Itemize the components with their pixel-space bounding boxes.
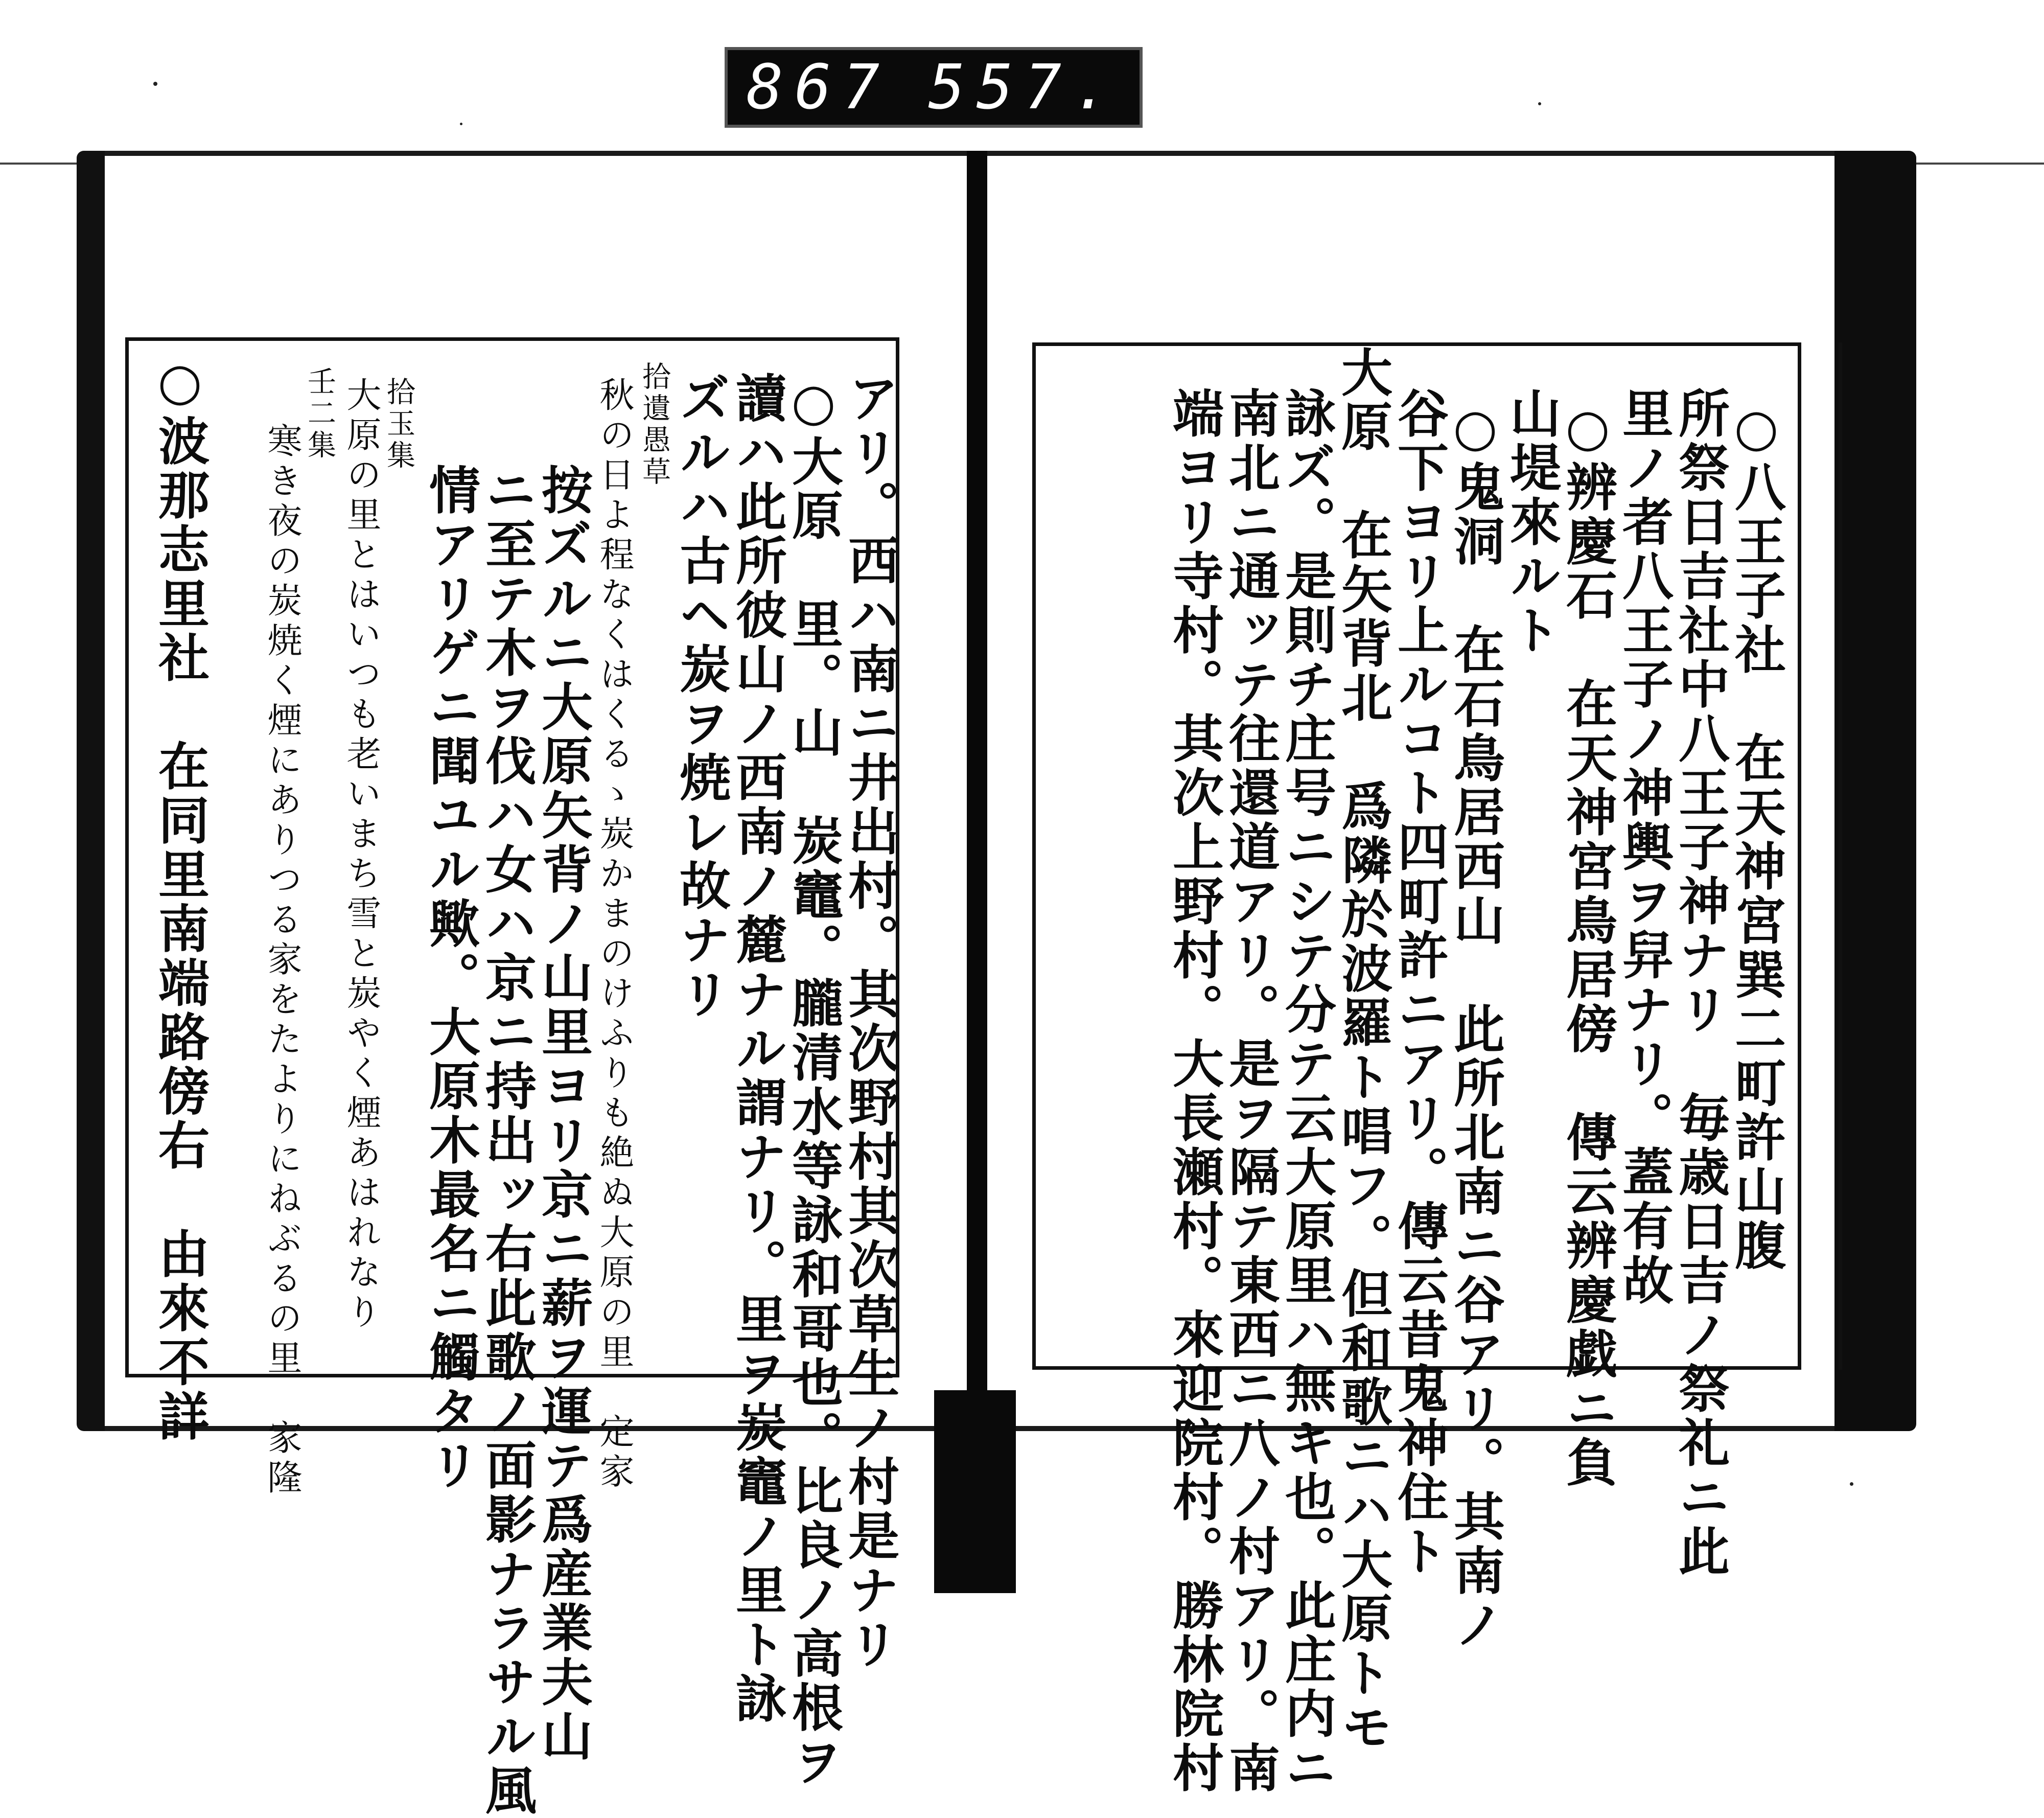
call-number-left: 867 [746, 52, 891, 123]
book-edge-left [77, 151, 105, 1431]
left-col-4: ズルハ古ヘ炭ヲ焼レ故ナリ [671, 372, 731, 1022]
scan-speck [1538, 102, 1541, 105]
book-edge-right [1834, 151, 1916, 1431]
left-col-14: ○波那志里社 在同里南端路傍右 由來不詳 [150, 351, 210, 1444]
left-col-3: 讀ハ此所彼山ノ西南ノ麓ナル謂ナリ。里ヲ炭竈ノ里ト詠 [727, 372, 787, 1726]
left-col-10: 拾玉集 [382, 377, 415, 472]
right-col-4: ○辨慶石 在天神宮鳥居傍 傳云辨慶戯ニ負 [1558, 397, 1618, 1490]
book-gutter [967, 151, 987, 1593]
left-col-9: 情アリゲニ聞ユル歟。大原木最名ニ觸タリ [421, 464, 481, 1493]
right-col-10: 南北ニ通ッテ往還道アリ。是ヲ隔テ東西ニ八ノ村アリ。南 [1220, 387, 1281, 1796]
right-page-margin [1801, 342, 1842, 1370]
right-page [1032, 342, 1801, 1796]
left-col-2: ○大原 里。山 炭竈。朧清水等詠和哥也。比良ノ高根ヲ [783, 372, 844, 1789]
left-col-11: 大原の里とはいつも老いまち雪と炭やく煙あはれなり [341, 377, 381, 1333]
left-col-6: 秋の日よ程なくはくるゝ炭かまのけふりも絶ぬ大原の里 定家 [594, 377, 634, 1493]
right-col-9: 詠ズ。是則チ庄号ニシテ分テ云大原里ハ無キ也。此庄内ニ [1276, 387, 1337, 1796]
book-gutter-band [934, 1390, 1016, 1593]
scan-speck [153, 82, 157, 86]
right-col-1: ○八王子社 在天神宮巽二町許山腹 [1726, 397, 1786, 1273]
left-col-7: 按ズルニ大原矢背ノ山里ヨリ京ニ薪ヲ運テ爲産業夫山 [533, 464, 593, 1764]
scan-speck [460, 123, 462, 125]
left-col-8: ニ至テ木ヲ伐ハ女ハ京ニ持出ッ右此歌ノ面影ナラサル風 [477, 464, 537, 1818]
left-col-13: 寒き夜の炭焼く煙にありつる家をたよりにねぶるの里 家隆 [262, 423, 302, 1499]
right-col-8: 大原 在矢背北 爲隣於波羅ト唱フ。但和歌ニハ大原トモ [1333, 346, 1393, 1755]
call-number-label [725, 47, 1143, 128]
left-col-12: 壬二集 [303, 366, 336, 462]
right-col-5: 山堤來ルト [1501, 387, 1562, 658]
right-col-6: ○鬼洞 在石鳥居西山 此所北南ニ谷アリ。其南ノ [1445, 397, 1505, 1652]
scan-speck [1850, 1482, 1853, 1486]
right-col-3: 里ノ者八王子ノ神輿ヲ舁ナリ。蓋有故 [1614, 387, 1674, 1308]
right-col-11: 端ヨリ寺村。其次上野村。大長瀬村。來迎院村。勝林院村 [1164, 387, 1224, 1796]
left-col-5: 拾遺愚草 [638, 361, 671, 488]
right-col-7: 谷下ヨリ上ルコト四町許ニアリ。傳云昔鬼神住ト [1389, 387, 1449, 1579]
call-number-right: 557. [928, 52, 1121, 123]
right-col-2: 所祭日吉社中八王子神ナリ 毎歳日吉ノ祭礼ニ此 [1670, 387, 1730, 1579]
left-col-1: アリ。西ハ南ニ井出村。其次野村其次草生ノ村是ナリ [840, 372, 900, 1672]
left-page [125, 337, 900, 1818]
